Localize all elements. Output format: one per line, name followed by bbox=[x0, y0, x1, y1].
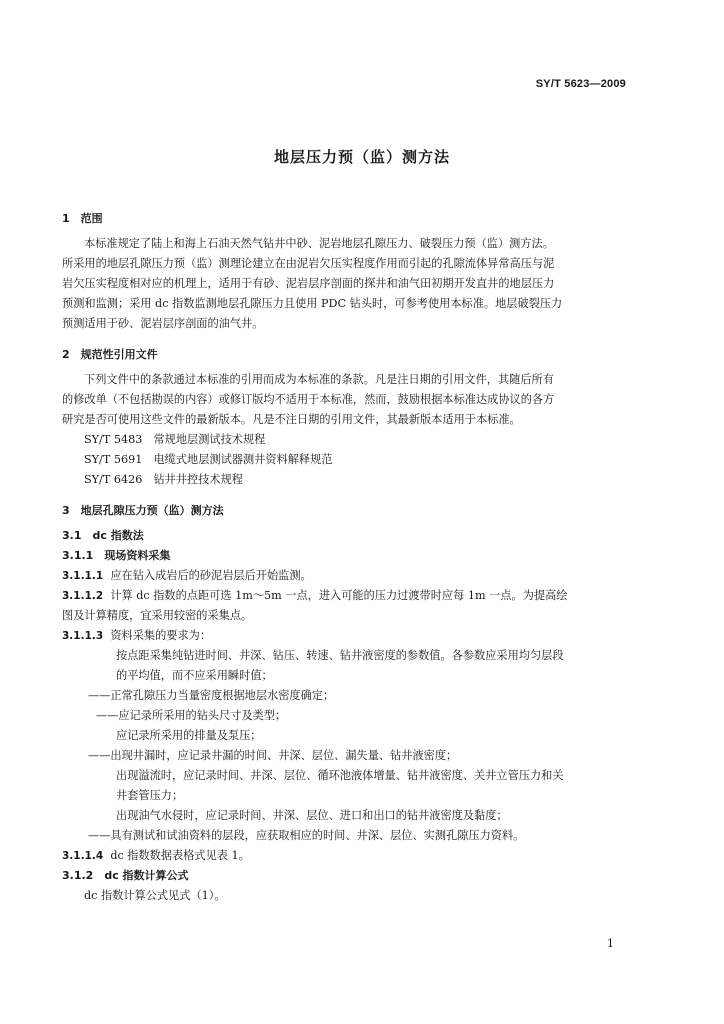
clause-3-1-1-1: 3.1.1.1 应在钻入成岩后的砂泥岩层后开始监测。 bbox=[62, 569, 312, 582]
list-item: ——具有测试和试油资料的层段，应获取相应的时间、井深、层位、实测孔隙压力资料。 bbox=[88, 829, 525, 842]
section-2-text: 下列文件中的条款通过本标准的引用而成为本标准的条款。凡是注日期的引用文件，其随后所有 的修改单（不包括勘误的内容）或修订版均不适用于本标准，然而，鼓励根据本标准达成协议的各方 研究是否可使用这些文件的最新版本。凡是不注日期的引用文件，其最新版本适用于本标准。 SY/T 5483 常规地层测试技术规程 SY/T 5691 电缆式地层测试器测井资料解释规范 SY/T 6426 钻井井控技术规程 bbox=[62, 370, 626, 490]
clause-3-1-1-2: 3.1.1.2 计算 dc 指数的点距可选 1m～5m 一点，进入可能的压力过渡带时应每 1m 一点。为提高绘 bbox=[62, 589, 568, 602]
document-body: 1 范围 本标准规定了陆上和海上石油天然气钻井中砂、泥岩地层孔隙压力、破裂压力预（监）测方法。 所采用的地层孔隙压力预（监）测理论建立在由泥岩欠压实程度作用而引起的孔隙流体异常高压与泥 岩欠压实程度相对应的机理上，适用于有砂、泥岩层序剖面的探井和油气田初期开发直井的地层压力 预测和监测；采用 dc 指数监测地层孔隙压力且使用 PDC 钻头时，可参考使用本标准。地层破裂压力 预测适用于砂、泥岩层序剖面的油气井。 2 规范性引用文件 下列文件中的条款通过本标准的引用而成为本标准的条款。凡是注日期的引用文件，其随后所有 的修改单（不包括勘误的内容）或修订版均不适用于本标准，然而，鼓励根据本标准达成协议的各方 研究是否可使用这些文件的最新版本。凡是不注日期的引用文件，其最新版本适用于本标准。 SY/T 5483 常规地层测试技术规程 SY/T 5691 电缆式地层测试器测井资料解释规范 SY/T 6426 钻井井控技术规程 3 地层孔隙压力预（监）测方法 3.1 dc 指数法 3.1.1 现场资料采集 3.1.1.1 应在钻入成岩后的砂泥岩层后开始监测。 3.1.1.2 计算 dc 指数的点距可选 1m～5m 一点，进入可能的压力过渡带时应每 1m 一点。为提高绘 图及计算精度，宜采用较密的采集点。 3.1.1.3 资料采集的要求为： 按点距采集纯钻进时间、井深、钻压、转速、钻井液密度的参数值。各参数应采用均匀层段 的平均值，而不应采用瞬时值； ——正常孔隙压力当量密度根据地层水密度确定； ——应记录所采用的钻头尺寸及类型； 应记录所采用的排量及泵压； ——出现井漏时，应记录井漏的时间、井深、层位、漏失量、钻井液密度； 出现溢流时，应记录时间、井深、层位、循环池液体增量、钻井液密度、关井立管压力和关 井套管压力； 出现油气水侵时，应记录时间、井深、层位、进口和出口的钻井液密度及黏度； ——具有测试和试油资料的层段，应获取相应的时间、井深、层位、实测孔隙压力资料。 3.1.1.4 dc 指数数据表格式见表 1。 3.1.2 dc 指数计算公式 dc 指数计算公式见式（1）。 bbox=[62, 210, 626, 906]
section-3-heading: 3 地层孔隙压力预（监）测方法 bbox=[62, 504, 224, 517]
reference-item: SY/T 5483 常规地层测试技术规程 bbox=[84, 433, 266, 446]
section-2-heading: 2 规范性引用文件 bbox=[62, 348, 158, 361]
list-item: 的平均值，而不应采用瞬时值； bbox=[116, 669, 273, 682]
section-1-text: 本标准规定了陆上和海上石油天然气钻井中砂、泥岩地层孔隙压力、破裂压力预（监）测方法。 所采用的地层孔隙压力预（监）测理论建立在由泥岩欠压实程度作用而引起的孔隙流体异常高压与泥 岩欠压实程度相对应的机理上，适用于有砂、泥岩层序剖面的探井和油气田初期开发直井的地层压力 预测和监测；采用 dc 指数监测地层孔隙压力且使用 PDC 钻头时，可参考使用本标准。地层破裂压力 预测适用于砂、泥岩层序剖面的油气井。 bbox=[62, 237, 563, 330]
page-number: 1 bbox=[607, 937, 614, 950]
requirement-list bbox=[62, 646, 626, 846]
list-item: 出现油气水侵时，应记录时间、井深、层位、进口和出口的钻井液密度及黏度； bbox=[116, 809, 508, 822]
clause-3-1-2: 3.1.2 dc 指数计算公式 bbox=[62, 869, 189, 882]
clause-3-1: 3.1 dc 指数法 bbox=[62, 529, 144, 542]
standard-code: SY/T 5623—2009 bbox=[535, 78, 626, 90]
list-item: 出现溢流时，应记录时间、井深、层位、循环池液体增量、钻井液密度、关井立管压力和关 bbox=[116, 769, 564, 782]
reference-item: SY/T 6426 钻井井控技术规程 bbox=[84, 473, 243, 486]
list-item: 井套管压力； bbox=[116, 789, 184, 802]
clause-3-1-1-3: 3.1.1.3 资料采集的要求为： bbox=[62, 629, 212, 642]
clause-3-1-2-text: dc 指数计算公式见式（1）。 bbox=[84, 889, 226, 902]
section-1-heading: 1 范围 bbox=[62, 212, 103, 225]
list-item: 应记录所采用的排量及泵压； bbox=[116, 729, 262, 742]
clause-3-1-1: 3.1.1 现场资料采集 bbox=[62, 549, 171, 562]
list-item: 按点距采集纯钻进时间、井深、钻压、转速、钻井液密度的参数值。各参数应采用均匀层段 bbox=[116, 649, 564, 662]
clause-3-1-1-4: 3.1.1.4 dc 指数数据表格式见表 1。 bbox=[62, 849, 250, 862]
list-item: ——出现井漏时，应记录井漏的时间、井深、层位、漏失量、钻井液密度； bbox=[88, 749, 458, 762]
document-title: 地层压力预（监）测方法 bbox=[273, 148, 450, 166]
list-item: ——正常孔隙压力当量密度根据地层水密度确定； bbox=[88, 689, 335, 702]
reference-item: SY/T 5691 电缆式地层测试器测井资料解释规范 bbox=[84, 453, 333, 466]
list-item: ——应记录所采用的钻头尺寸及类型； bbox=[96, 709, 287, 722]
